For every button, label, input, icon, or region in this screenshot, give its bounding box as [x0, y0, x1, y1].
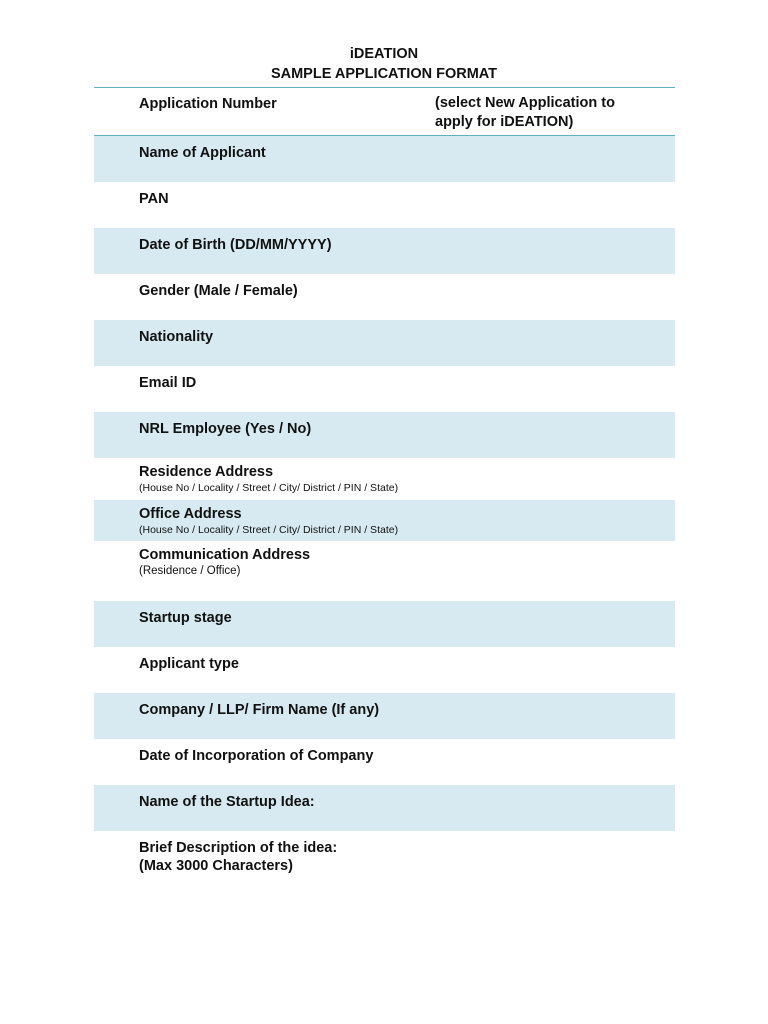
- startup-idea-name-label: Name of the Startup Idea:: [139, 794, 315, 810]
- communication-address-label: Communication Address: [139, 547, 311, 563]
- field-row-startup-stage[interactable]: [94, 601, 675, 647]
- field-row-nationality[interactable]: [94, 320, 675, 366]
- field-row-nrl-employee[interactable]: [94, 412, 675, 458]
- gender-label: Gender (Male / Female): [139, 283, 298, 299]
- application-number-label: Application Number: [139, 96, 277, 112]
- office-address-label: Office Address: [139, 506, 242, 522]
- residence-address-label: Residence Address: [139, 464, 274, 480]
- document-subtitle: SAMPLE APPLICATION FORMAT: [270, 66, 498, 82]
- nrl-employee-label: NRL Employee (Yes / No): [139, 421, 312, 437]
- field-row-communication-address[interactable]: [94, 541, 675, 601]
- application-number-note-line2: apply for iDEATION): [435, 114, 574, 130]
- name-label: Name of Applicant: [139, 145, 266, 161]
- field-row-idea-description[interactable]: [94, 831, 675, 971]
- field-row-application-number[interactable]: [94, 88, 675, 135]
- communication-address-hint: (Residence / Office): [139, 565, 241, 577]
- field-row-email[interactable]: [94, 366, 675, 412]
- office-address-hint: (House No / Locality / Street / City/ District / PIN / State): [139, 524, 399, 536]
- pan-label: PAN: [139, 191, 169, 207]
- field-row-applicant-type[interactable]: [94, 647, 675, 693]
- document-header: [0, 44, 768, 84]
- idea-description-label: [139, 839, 337, 875]
- field-row-incorporation-date[interactable]: [94, 739, 675, 785]
- startup-stage-label: Startup stage: [139, 610, 232, 626]
- incorporation-date-label: Date of Incorporation of Company: [139, 748, 374, 764]
- field-row-pan[interactable]: [94, 182, 675, 228]
- applicant-type-label: Applicant type: [139, 656, 239, 672]
- document-title: iDEATION: [349, 46, 419, 62]
- idea-description-label-line1: Brief Description of the idea:: [139, 840, 338, 856]
- field-row-gender[interactable]: [94, 274, 675, 320]
- company-name-label: Company / LLP/ Firm Name (If any): [139, 702, 380, 718]
- email-label: Email ID: [139, 375, 197, 391]
- application-number-note-line1: (select New Application to: [435, 95, 615, 111]
- field-row-name[interactable]: [94, 136, 675, 182]
- field-row-dob[interactable]: [94, 228, 675, 274]
- residence-address-hint: (House No / Locality / Street / City/ District / PIN / State): [139, 482, 399, 494]
- nationality-label: Nationality: [139, 329, 214, 345]
- application-number-note: [435, 94, 665, 132]
- field-row-office-address[interactable]: [94, 500, 675, 541]
- field-row-company-name[interactable]: [94, 693, 675, 739]
- field-row-residence-address[interactable]: [94, 458, 675, 500]
- dob-label: Date of Birth (DD/MM/YYYY): [139, 237, 332, 253]
- field-row-startup-idea-name[interactable]: [94, 785, 675, 831]
- idea-description-label-line2: (Max 3000 Characters): [139, 858, 293, 874]
- application-form: [94, 87, 675, 971]
